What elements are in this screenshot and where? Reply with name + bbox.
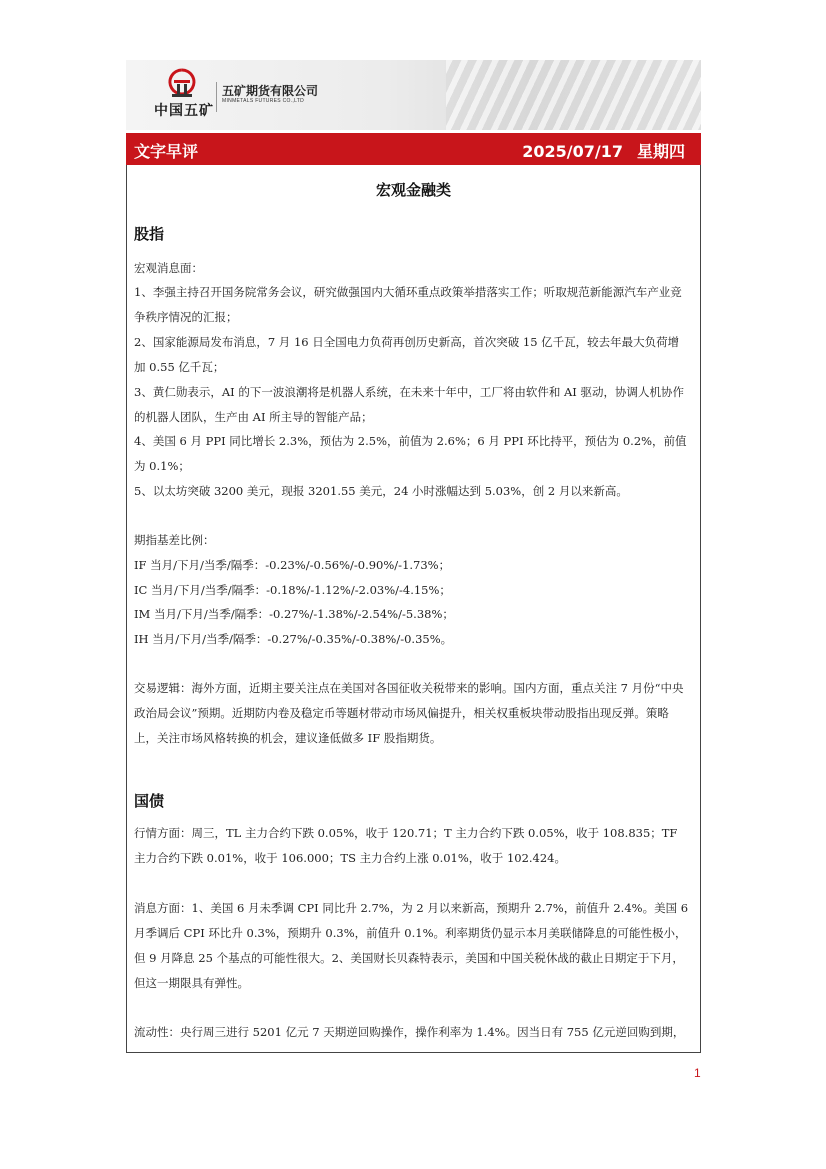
- report-title: 文字早评: [134, 142, 199, 161]
- title-bar: [126, 133, 701, 165]
- company-name-cn: 五矿期货有限公司: [222, 84, 319, 98]
- content-box: [126, 165, 701, 1053]
- logo-divider: [216, 82, 217, 112]
- banner-decoration: [446, 60, 701, 130]
- basis-row-if: IF 当月/下月/当季/隔季：-0.23%/-0.56%/-0.90%/-1.73%；: [134, 558, 451, 572]
- paragraph: 交易逻辑：海外方面，近期主要关注点在美国对各国征收关税带来的影响。国内方面，重点关注 7 月份“中央政治局会议”预期。近期防内卷及稳定币等题材带动市场风偏提升，相关权重板块带动股指出现反弹。策略上，关注市场风格转换的机会，建议逢低做多 IF 股指期货。: [134, 681, 684, 745]
- page-number: 1: [694, 1066, 701, 1080]
- paragraph: 2、国家能源局发布消息，7 月 16 日全国电力负荷再创历史新高，首次突破 15 亿千瓦，较去年最大负荷增加 0.55 亿千瓦；: [134, 335, 680, 374]
- section-title-stock-index: 股指: [134, 225, 165, 243]
- header-banner: [126, 60, 701, 130]
- paragraph: 行情方面：周三，TL 主力合约下跌 0.05%，收于 120.71；T 主力合约下跌 0.05%，收于 108.835；TF 主力合约下跌 0.01%，收于 106.000；TS 主力合约上涨 0.01%，收于 102.424。: [134, 826, 678, 865]
- report-date: 2025/07/17: [522, 142, 623, 161]
- section-title-treasury: 国债: [134, 792, 165, 810]
- minmetals-logo-icon: [168, 68, 196, 98]
- basis-row-ih: IH 当月/下月/当季/隔季：-0.27%/-0.35%/-0.38%/-0.35%。: [134, 632, 453, 646]
- logo-text: 中国五矿: [154, 103, 214, 119]
- paragraph: 4、美国 6 月 PPI 同比增长 2.3%，预估为 2.5%，前值为 2.6%；6 月 PPI 环比持平，预估为 0.2%，前值为 0.1%；: [134, 434, 687, 473]
- category-heading: 宏观金融类: [375, 181, 451, 199]
- basis-row-ic: IC 当月/下月/当季/隔季：-0.18%/-1.12%/-2.03%/-4.15%；: [134, 583, 451, 597]
- report-weekday: 星期四: [636, 142, 685, 161]
- paragraph: 流动性：央行周三进行 5201 亿元 7 天期逆回购操作，操作利率为 1.4%。因当日有 755 亿元逆回购到期，: [134, 1025, 685, 1039]
- paragraph: 3、黄仁勋表示，AI 的下一波浪潮将是机器人系统，在未来十年中，工厂将由软件和 AI 驱动，协调人机协作的机器人团队，生产由 AI 所主导的智能产品；: [134, 385, 684, 424]
- report-date-group: [508, 139, 685, 162]
- basis-row-im: IM 当月/下月/当季/隔季：-0.27%/-1.38%/-2.54%/-5.38%；: [134, 607, 454, 621]
- paragraph: 1、李强主持召开国务院常务会议，研究做强国内大循环重点政策举措落实工作；听取规范新能源汽车产业竞争秩序情况的汇报；: [134, 285, 682, 324]
- paragraph: 消息方面：1、美国 6 月未季调 CPI 同比升 2.7%，为 2 月以来新高，预期升 2.7%，前值升 2.4%。美国 6 月季调后 CPI 环比升 0.3%，预期升 0.3%，前值升 0.1%。利率期货仍显示本月美联储降息的可能性极小，但 9 月降息 25 个基点的可能性很大。2、美国财长贝森特表示，美国和中国关税休战的截止日期定于下月，但这一期限具有弹性。: [134, 901, 689, 990]
- paragraph: 5、以太坊突破 3200 美元，现报 3201.55 美元，24 小时涨幅达到 5.03%，创 2 月以来新高。: [134, 484, 628, 498]
- paragraph: 期指基差比例：: [134, 533, 215, 547]
- paragraph: 宏观消息面：: [134, 261, 203, 275]
- company-name-en: MINMETALS FUTURES CO.,LTD: [222, 98, 305, 104]
